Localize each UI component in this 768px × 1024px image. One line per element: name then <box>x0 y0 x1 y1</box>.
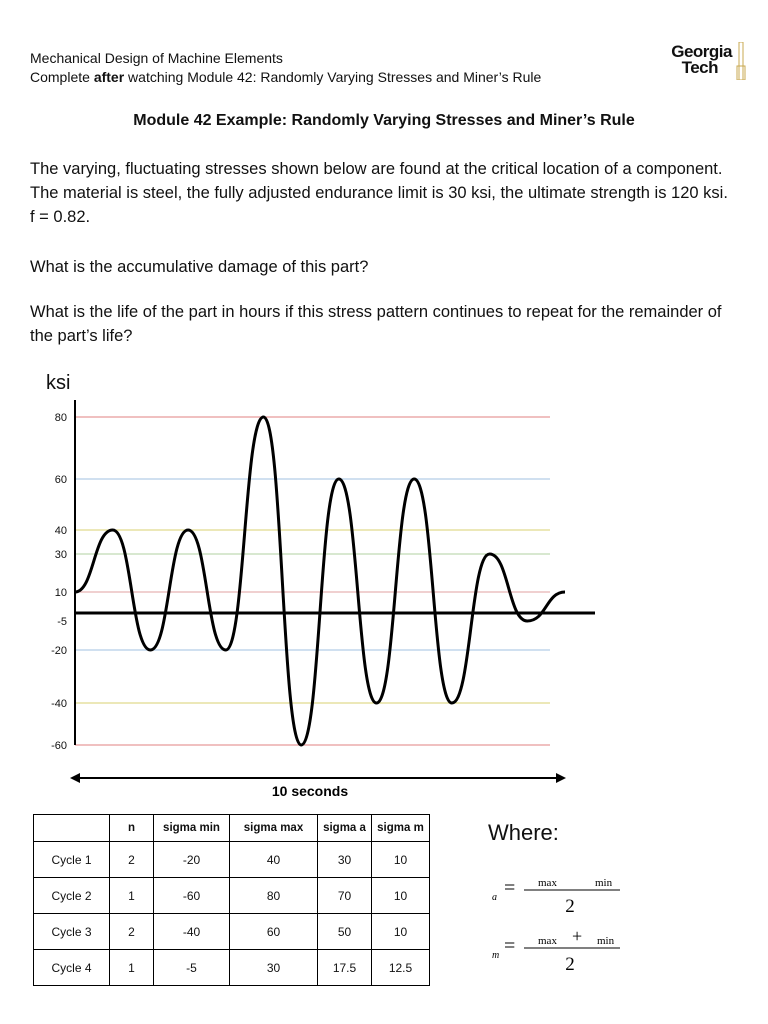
formula-term: min <box>597 935 615 947</box>
table-header: sigma min <box>154 815 230 842</box>
course-title: Mechanical Design of Machine Elements <box>30 50 283 66</box>
logo-text-line1: Georgia <box>671 42 732 61</box>
table-cell: 1 <box>110 878 154 914</box>
table-cell: 70 <box>318 878 372 914</box>
formula-denominator: 2 <box>565 896 575 917</box>
y-tick-label: -5 <box>57 616 67 628</box>
y-axis-label: ksi <box>46 372 71 394</box>
table-cell: -5 <box>154 950 230 986</box>
formula-denominator: 2 <box>565 954 575 975</box>
formula-term: min <box>595 877 613 889</box>
formula-term: max <box>538 877 557 889</box>
problem-statement: The varying, fluctuating stresses shown below are found at the critical location of a component. The material is steel, the fully adjusted endurance limit is 30 ksi, the ultimate strength is 120 ksi. f = 0.82. <box>30 160 728 226</box>
instruction-prefix: Complete <box>30 69 94 85</box>
table-cell: -60 <box>154 878 230 914</box>
table-cell: 10 <box>372 914 430 950</box>
module-title: Module 42 Example: Randomly Varying Stresses and Miner’s Rule <box>133 112 635 129</box>
x-axis-label: 10 seconds <box>271 783 349 799</box>
alternating-stress-formula <box>492 877 620 917</box>
table-cell: -20 <box>154 842 230 878</box>
georgia-tech-logo <box>671 44 732 76</box>
table-header: sigma m <box>372 815 430 842</box>
formula-lhs: a <box>492 892 497 903</box>
table-header <box>34 815 110 842</box>
table-row <box>34 950 430 986</box>
y-tick-labels <box>51 412 67 752</box>
table-cell: 30 <box>230 950 318 986</box>
instruction-suffix: watching Module 42: Randomly Varying Stresses and Miner’s Rule <box>124 69 542 85</box>
table-row <box>34 878 430 914</box>
stress-curve <box>75 417 565 745</box>
y-tick-label: 60 <box>54 474 67 486</box>
y-tick-label: 80 <box>54 412 67 424</box>
time-span-arrow <box>70 773 566 783</box>
table-cell: 1 <box>110 950 154 986</box>
table-cell: 30 <box>318 842 372 878</box>
y-tick-label: 30 <box>54 549 67 561</box>
table-cell: 2 <box>110 914 154 950</box>
y-tick-label: 40 <box>54 525 67 537</box>
table-cell: Cycle 3 <box>34 914 110 950</box>
table-cell: -40 <box>154 914 230 950</box>
table-header: sigma max <box>230 815 318 842</box>
table-cell: Cycle 1 <box>34 842 110 878</box>
y-tick-label: -40 <box>51 698 67 710</box>
stress-history-chart <box>0 395 768 805</box>
where-label: Where: <box>488 820 559 845</box>
cycle-table <box>33 814 430 986</box>
formula-equals: = <box>504 877 516 899</box>
y-tick-label: -60 <box>51 740 67 752</box>
formula-operator: + <box>572 926 583 946</box>
stress-formulas <box>484 870 634 980</box>
tech-tower-icon <box>736 42 746 80</box>
table-cell: 10 <box>372 842 430 878</box>
table-cell: 12.5 <box>372 950 430 986</box>
y-tick-label: 10 <box>54 587 67 599</box>
table-cell: Cycle 2 <box>34 878 110 914</box>
table-cell: 40 <box>230 842 318 878</box>
instruction-line <box>30 69 541 85</box>
logo-text-line2: Tech <box>681 58 718 77</box>
table-cell: 2 <box>110 842 154 878</box>
table-row <box>34 914 430 950</box>
table-cell: 17.5 <box>318 950 372 986</box>
table-header: n <box>110 815 154 842</box>
formula-term: max <box>538 935 557 947</box>
table-header-row <box>34 815 430 842</box>
table-cell: Cycle 4 <box>34 950 110 986</box>
instruction-emphasis: after <box>93 69 125 85</box>
question-damage: What is the accumulative damage of this part? <box>30 258 369 276</box>
table-row <box>34 842 430 878</box>
formula-lhs: m <box>492 950 500 961</box>
table-cell: 80 <box>230 878 318 914</box>
table-cell: 10 <box>372 878 430 914</box>
mean-stress-formula <box>492 926 620 975</box>
y-tick-label: -20 <box>51 645 67 657</box>
question-life: What is the life of the part in hours if this stress pattern continues to repeat for the remainder of the part’s life? <box>30 303 722 345</box>
formula-equals: = <box>504 935 516 957</box>
table-header: sigma a <box>318 815 372 842</box>
table-cell: 60 <box>230 914 318 950</box>
table-cell: 50 <box>318 914 372 950</box>
